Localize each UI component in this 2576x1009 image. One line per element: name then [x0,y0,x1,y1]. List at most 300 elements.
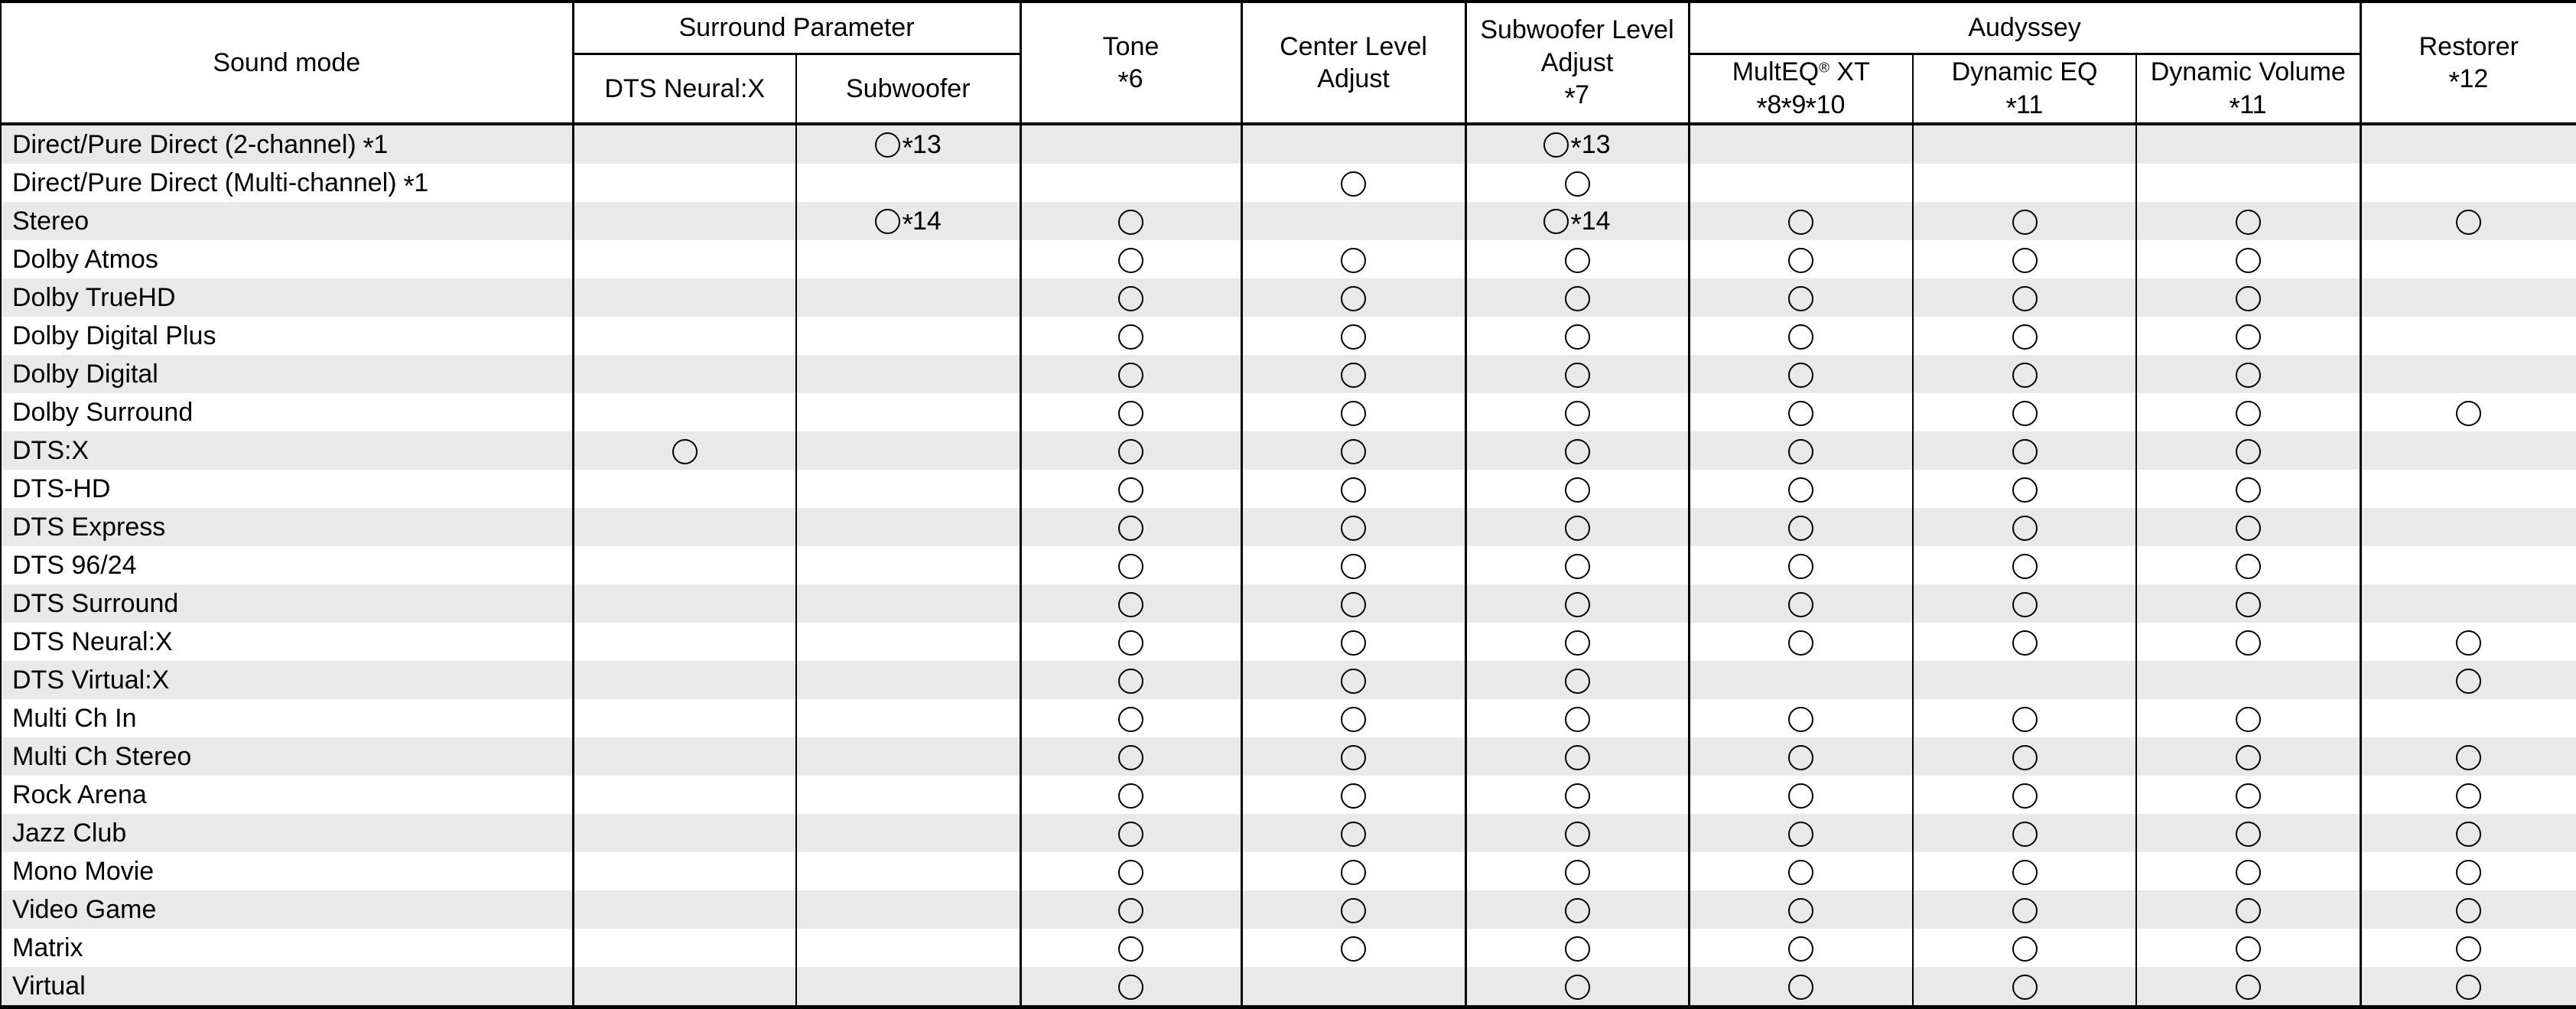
table-cell [2136,623,2360,661]
table-cell [1020,470,1241,508]
table-cell [2136,202,2360,240]
supported-circle-mark [2012,822,2038,847]
table-cell [1020,240,1241,278]
table-cell [573,737,796,776]
table-cell [1020,623,1241,661]
registered-trademark-symbol: ® [1819,59,1830,76]
table-cell [1241,776,1465,814]
table-cell [1913,431,2136,470]
supported-circle-mark [1565,822,1590,847]
supported-circle-mark [1788,554,1813,579]
supported-circle-mark [2012,554,2038,579]
table-cell [2136,929,2360,967]
table-cell [2136,967,2360,1007]
table-cell [1020,737,1241,776]
supported-circle-mark [1565,860,1590,885]
supported-circle-mark [2236,210,2261,235]
supported-circle-mark [2012,783,2038,809]
sound-mode-label: Dolby Digital Plus [12,321,216,350]
table-cell [573,278,796,317]
table-cell [573,929,796,967]
table-cell [1465,278,1689,317]
supported-circle-mark [1118,401,1143,426]
sound-mode-label: Multi Ch In [12,703,137,733]
supported-circle-mark [2456,936,2481,962]
table-cell [573,202,796,240]
asterisk-footnote-mark: * [363,132,374,164]
table-cell [1465,393,1689,431]
table-cell [1689,623,1913,661]
table-cell [1465,852,1689,890]
table-cell [1465,470,1689,508]
supported-circle-mark [1788,860,1813,885]
table-cell [1465,431,1689,470]
supported-circle-mark [1788,401,1813,426]
table-cell [1241,470,1465,508]
table-row [1,355,2576,393]
table-cell [1241,202,1465,240]
table-cell [1913,661,2136,699]
supported-circle-mark [2456,210,2481,235]
supported-circle-mark [1565,439,1590,464]
supported-circle-mark [1565,898,1590,923]
table-cell [2360,776,2576,814]
supported-circle-mark [1341,745,1366,770]
table-cell [796,508,1020,546]
supported-circle-mark [1788,745,1813,770]
table-cell [2360,431,2576,470]
supported-circle-mark [2012,324,2038,350]
table-cell [1020,814,1241,852]
table-cell [1241,584,1465,623]
table-cell [1465,814,1689,852]
table-cell [1689,661,1913,699]
supported-circle-mark [1118,324,1143,350]
table-cell [1020,393,1241,431]
table-cell [796,776,1020,814]
table-cell [2360,967,2576,1007]
column-header-center-level-adjust: Center Level Adjust [1241,2,1465,124]
table-cell [1465,317,1689,355]
table-cell [2360,164,2576,202]
column-header-subwoofer: Subwoofer [796,54,1020,124]
supported-circle-mark [1565,554,1590,579]
table-cell [1020,661,1241,699]
supported-circle-mark [2012,210,2038,235]
sound-mode-label: Direct/Pure Direct (Multi-channel) *1 [12,168,429,202]
supported-circle-mark [1565,707,1590,732]
asterisk-footnote-mark: * [1756,92,1768,124]
table-cell [2136,470,2360,508]
table-cell [1689,202,1913,240]
footnote-reference: *14 [902,207,942,240]
supported-circle-mark [2456,898,2481,923]
table-row [1,584,2576,623]
supported-circle-mark [2236,324,2261,350]
table-header [1,2,2576,124]
supported-circle-mark [2012,439,2038,464]
supported-circle-mark [1341,363,1366,388]
table-cell [1913,393,2136,431]
supported-circle-mark [1788,822,1813,847]
supported-circle-mark [1341,286,1366,311]
table-cell [1465,124,1689,164]
table-cell [1689,508,1913,546]
table-row [1,623,2576,661]
footnote-reference: *14 [1570,207,1611,240]
table-cell [1020,546,1241,584]
column-group-audyssey: Audyssey [1689,2,2360,54]
table-row [1,393,2576,431]
table-cell [2136,776,2360,814]
supported-circle-mark [1118,707,1143,732]
supported-circle-mark [1788,707,1813,732]
table-cell [2360,814,2576,852]
table-cell [573,124,796,164]
table-cell [1465,240,1689,278]
supported-circle-mark [1788,630,1813,656]
table-cell [1913,814,2136,852]
supported-circle-mark [2012,745,2038,770]
table-cell [1465,929,1689,967]
asterisk-footnote-mark: * [1564,83,1576,115]
table-cell [1241,852,1465,890]
table-cell [1020,317,1241,355]
table-row [1,431,2576,470]
supported-circle-mark [1341,171,1366,197]
supported-circle-mark [2012,707,2038,732]
sound-mode-label: DTS 96/24 [12,550,137,580]
table-cell [1913,317,2136,355]
supported-circle-mark [1565,936,1590,962]
table-cell [1465,661,1689,699]
footnote-reference: *13 [902,130,942,164]
table-cell [573,623,796,661]
table-cell [796,202,1020,240]
table-cell [573,776,796,814]
sound-mode-label: Dolby Digital [12,359,158,389]
table-cell [2360,393,2576,431]
supported-circle-mark [2012,363,2038,388]
table-cell [1913,546,2136,584]
table-cell [1241,393,1465,431]
table-cell [1020,508,1241,546]
asterisk-footnote-mark: * [1570,132,1582,164]
table-cell [1913,164,2136,202]
asterisk-footnote-mark: * [2229,92,2240,124]
supported-circle-mark [2456,860,2481,885]
table-cell [1689,737,1913,776]
table-cell [573,967,796,1007]
table-cell [1689,776,1913,814]
table-cell [2360,317,2576,355]
supported-circle-mark [1118,783,1143,809]
table-cell [2136,814,2360,852]
supported-circle-mark [1565,783,1590,809]
supported-circle-mark [2456,822,2481,847]
sound-mode-label: Rock Arena [12,780,147,809]
supported-circle-mark [2236,286,2261,311]
table-cell [573,699,796,737]
supported-circle-mark [1118,975,1143,1000]
supported-circle-mark [1341,669,1366,694]
supported-circle-mark [1341,707,1366,732]
table-cell [1913,470,2136,508]
supported-circle-mark [2236,822,2261,847]
table-cell [1689,278,1913,317]
table-row [1,164,2576,202]
supported-circle-mark [1788,783,1813,809]
supported-circle-mark [1118,286,1143,311]
table-cell [1241,355,1465,393]
table-cell [573,546,796,584]
table-cell [1020,890,1241,929]
table-cell [573,317,796,355]
supported-circle-mark [1341,860,1366,885]
table-cell [1913,278,2136,317]
supported-circle-mark [2236,516,2261,541]
asterisk-footnote-mark: * [1117,66,1130,98]
supported-circle-mark [1118,745,1143,770]
table-cell [796,124,1020,164]
table-cell [796,164,1020,202]
table-cell [1913,929,2136,967]
table-cell [2360,124,2576,164]
table-cell [1689,967,1913,1007]
table-cell [796,623,1020,661]
supported-circle-mark [672,439,698,464]
table-cell [2136,584,2360,623]
supported-circle-mark [1543,132,1569,158]
supported-circle-mark [1118,516,1143,541]
table-cell [1465,202,1689,240]
supported-circle-mark [1788,898,1813,923]
supported-circle-mark [2012,975,2038,1000]
table-cell [1241,546,1465,584]
table-cell [1241,317,1465,355]
supported-circle-mark [2012,401,2038,426]
table-cell [1689,431,1913,470]
supported-circle-mark [1341,439,1366,464]
supported-circle-mark [1565,669,1590,694]
table-cell [1241,929,1465,967]
supported-circle-mark [1341,401,1366,426]
supported-circle-mark [1565,324,1590,350]
table-row [1,202,2576,240]
supported-circle-mark [2236,745,2261,770]
supported-circle-mark [2236,898,2261,923]
sound-mode-label: Jazz Club [12,818,127,848]
table-cell [1020,852,1241,890]
table-cell [2136,355,2360,393]
table-cell [2136,661,2360,699]
table-cell [1913,967,2136,1007]
supported-circle-mark [2012,898,2038,923]
table-cell [1020,967,1241,1007]
table-cell [1689,546,1913,584]
table-cell [1241,661,1465,699]
table-row [1,240,2576,278]
supported-circle-mark [2012,516,2038,541]
column-header-dts-neuralx: DTS Neural:X [573,54,796,124]
table-cell [2136,852,2360,890]
table-row [1,699,2576,737]
supported-circle-mark [2236,975,2261,1000]
supported-circle-mark [1543,209,1569,234]
table-row [1,470,2576,508]
supported-circle-mark [2012,592,2038,617]
table-cell [1241,508,1465,546]
table-row [1,929,2576,967]
table-cell [2136,737,2360,776]
sound-mode-label: DTS Express [12,512,166,542]
table-cell [796,431,1020,470]
table-cell [1241,967,1465,1007]
table-cell [573,470,796,508]
table-row [1,737,2576,776]
supported-circle-mark [1788,439,1813,464]
supported-circle-mark [1565,363,1590,388]
supported-circle-mark [1118,554,1143,579]
table-cell [2360,470,2576,508]
table-cell [2360,202,2576,240]
table-cell [796,890,1020,929]
supported-circle-mark [2012,477,2038,503]
asterisk-footnote-mark: * [1781,92,1792,124]
supported-circle-mark [1565,248,1590,273]
table-cell [573,393,796,431]
table-cell [1689,393,1913,431]
table-cell [2136,278,2360,317]
table-cell [796,278,1020,317]
supported-circle-mark [2456,630,2481,656]
table-cell [1465,584,1689,623]
table-row [1,852,2576,890]
supported-circle-mark [1341,630,1366,656]
table-cell [1913,776,2136,814]
table-cell [796,317,1020,355]
table-cell [1465,546,1689,584]
table-cell [2360,623,2576,661]
table-cell [1020,431,1241,470]
table-cell [796,737,1020,776]
table-row [1,967,2576,1007]
asterisk-footnote-mark: * [2448,66,2461,98]
table-cell [1913,240,2136,278]
table-cell [1241,431,1465,470]
table-cell [2136,890,2360,929]
supported-circle-mark [1788,477,1813,503]
supported-circle-mark [1341,592,1366,617]
supported-circle-mark [1118,439,1143,464]
table-cell [2360,852,2576,890]
supported-circle-mark [1565,592,1590,617]
table-cell [2136,124,2360,164]
sound-mode-label: DTS-HD [12,474,111,503]
supported-circle-mark [1118,898,1143,923]
table-cell [2136,508,2360,546]
column-header-sound-mode: Sound mode [213,47,361,77]
sound-mode-label: DTS Virtual:X [12,665,170,695]
supported-circle-mark [2236,936,2261,962]
sound-mode-label: Multi Ch Stereo [12,741,192,771]
supported-circle-mark [1118,477,1143,503]
sound-mode-label: Matrix [12,933,83,962]
sound-mode-label: Mono Movie [12,856,154,886]
table-row [1,508,2576,546]
table-cell [1689,124,1913,164]
table-cell [1689,929,1913,967]
supported-circle-mark [2456,975,2481,1000]
table-cell [1020,776,1241,814]
table-cell [796,661,1020,699]
column-header-restorer: Restorer *12 [2360,2,2576,124]
supported-circle-mark [1118,669,1143,694]
table-cell [1020,584,1241,623]
supported-circle-mark [2236,592,2261,617]
asterisk-footnote-mark: * [902,132,913,164]
table-row [1,661,2576,699]
table-cell [1465,967,1689,1007]
table-cell [1689,317,1913,355]
supported-circle-mark [1341,554,1366,579]
table-cell [1465,699,1689,737]
asterisk-footnote-mark: * [2005,92,2017,124]
sound-mode-label: Dolby Surround [12,397,194,427]
table-cell [2360,661,2576,699]
table-cell [1020,699,1241,737]
supported-circle-mark [1341,783,1366,809]
table-cell [1913,202,2136,240]
column-header-dynamic-eq: Dynamic EQ *11 [1913,54,2136,124]
supported-circle-mark [2236,783,2261,809]
column-group-surround-parameter: Surround Parameter [573,2,1020,54]
supported-circle-mark [1341,516,1366,541]
supported-circle-mark [875,132,900,158]
table-cell [1241,737,1465,776]
supported-circle-mark [2236,860,2261,885]
table-cell [573,890,796,929]
supported-circle-mark [2012,936,2038,962]
supported-circle-mark [1565,286,1590,311]
table-cell [2136,393,2360,431]
table-cell [796,355,1020,393]
column-header-dynamic-volume: Dynamic Volume *11 [2136,54,2360,124]
supported-circle-mark [2236,363,2261,388]
table-cell [796,470,1020,508]
table-cell [1913,699,2136,737]
table-cell [2360,584,2576,623]
asterisk-footnote-mark: * [902,209,913,240]
table-cell [1465,164,1689,202]
supported-circle-mark [1118,592,1143,617]
table-cell [1465,508,1689,546]
column-header-tone: Tone *6 [1020,2,1241,124]
supported-circle-mark [1118,822,1143,847]
sound-mode-label: Direct/Pure Direct (2-channel) *1 [12,129,389,164]
supported-circle-mark [2236,707,2261,732]
table-cell [1689,814,1913,852]
sound-mode-label: Video Game [12,894,157,924]
footnote-reference: *13 [1570,130,1611,164]
supported-circle-mark [1565,401,1590,426]
supported-circle-mark [1788,936,1813,962]
table-cell [2360,890,2576,929]
supported-circle-mark [2456,401,2481,426]
supported-circle-mark [1341,822,1366,847]
sound-mode-label: DTS Surround [12,588,179,618]
supported-circle-mark [1788,516,1813,541]
